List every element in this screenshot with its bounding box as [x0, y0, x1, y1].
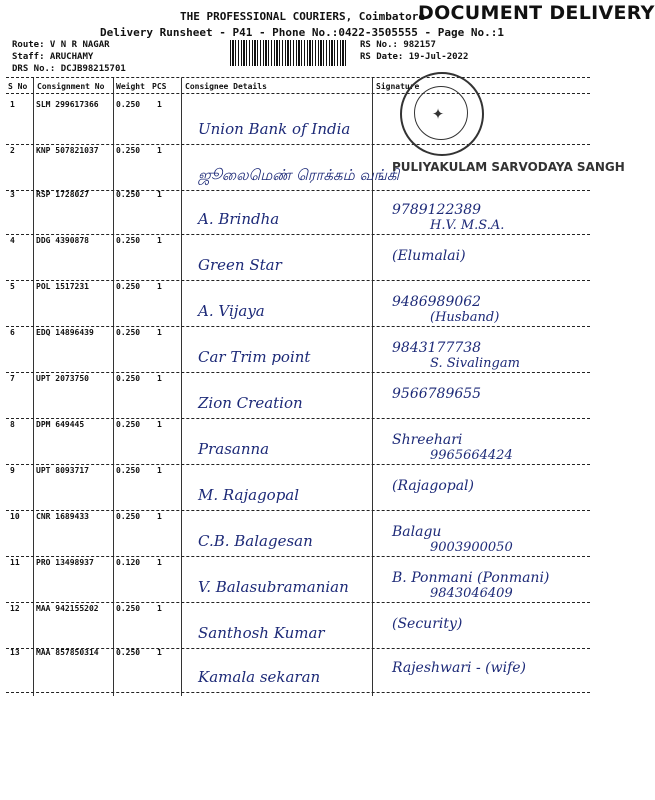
row-signature: B. Ponmani (Ponmani): [392, 570, 550, 586]
row-consignment-no: POL 1517231: [36, 282, 89, 291]
row-divider: [6, 510, 590, 511]
row-consignee-handwritten: Car Trim point: [198, 348, 311, 366]
column-divider: [181, 78, 182, 696]
row-consignee-handwritten: ஜூலைமெண் ரொக்கம் வங்கி: [198, 166, 400, 184]
barcode: [230, 40, 348, 66]
row-signature: 9789122389: [392, 202, 482, 218]
document-delivery-stamp: DOCUMENT DELIVERY: [418, 2, 655, 24]
row-signature-extra: S. Sivalingam: [430, 356, 520, 371]
header-pcs: PCS: [152, 82, 167, 91]
row-divider: [6, 692, 590, 693]
row-pcs: 1: [157, 558, 162, 567]
row-pcs: 1: [157, 604, 162, 613]
row-pcs: 1: [157, 100, 162, 109]
post-office-seal: [400, 72, 484, 156]
row-divider: [6, 234, 590, 235]
row-sno: 11: [10, 558, 20, 567]
row-sno: 3: [10, 190, 15, 199]
row-divider: [6, 602, 590, 603]
sangh-stamp: PULIYAKULAM SARVODAYA SANGH: [392, 160, 625, 174]
row-weight: 0.120: [116, 558, 141, 567]
row-sno: 8: [10, 420, 15, 429]
row-consignee-handwritten: V. Balasubramanian: [198, 578, 349, 596]
row-consignee-handwritten: A. Vijaya: [198, 302, 265, 320]
row-consignment-no: PRO 13498937: [36, 558, 94, 567]
row-divider: [6, 556, 590, 557]
row-consignment-no: MAA 942155202: [36, 604, 99, 613]
row-signature-extra: 9003900050: [430, 540, 513, 555]
row-divider: [6, 144, 590, 145]
row-weight: 0.250: [116, 146, 141, 155]
row-consignee-handwritten: Prasanna: [198, 440, 270, 458]
row-consignment-no: KNP 507821037: [36, 146, 99, 155]
row-pcs: 1: [157, 420, 162, 429]
row-consignee-handwritten: C.B. Balagesan: [198, 532, 313, 550]
row-consignment-no: MAA 857850314: [36, 648, 99, 657]
row-sno: 6: [10, 328, 15, 337]
row-weight: 0.250: [116, 328, 141, 337]
rs-number: RS No.: 982157: [360, 40, 436, 50]
table-header-rule: [6, 93, 590, 94]
row-consignee-handwritten: Green Star: [198, 256, 282, 274]
header-consignee: Consignee Details: [185, 82, 267, 91]
row-weight: 0.250: [116, 282, 141, 291]
rs-date: RS Date: 19-Jul-2022: [360, 52, 469, 62]
row-consignee-handwritten: M. Rajagopal: [198, 486, 300, 504]
row-weight: 0.250: [116, 648, 141, 657]
row-signature: 9486989062: [392, 294, 482, 310]
row-pcs: 1: [157, 466, 162, 475]
row-divider: [6, 372, 590, 373]
row-signature-extra: H.V. M.S.A.: [430, 218, 505, 233]
column-divider: [113, 78, 114, 696]
row-weight: 0.250: [116, 466, 141, 475]
row-divider: [6, 464, 590, 465]
table-top-rule: [6, 77, 590, 78]
row-signature: Shreehari: [392, 432, 463, 448]
row-pcs: 1: [157, 146, 162, 155]
staff-label: Staff: ARUCHAMY: [12, 52, 94, 62]
row-signature: 9843177738: [392, 340, 482, 356]
row-weight: 0.250: [116, 604, 141, 613]
route-label: Route: V N R NAGAR: [12, 40, 110, 50]
row-consignment-no: DDG 4390878: [36, 236, 89, 245]
row-divider: [6, 280, 590, 281]
header-consignment: Consignment No: [37, 82, 105, 91]
row-divider: [6, 418, 590, 419]
row-sno: 12: [10, 604, 20, 613]
row-weight: 0.250: [116, 374, 141, 383]
row-consignment-no: EDQ 14896439: [36, 328, 94, 337]
company-name: THE PROFESSIONAL COURIERS, Coimbatore: [180, 10, 426, 23]
row-pcs: 1: [157, 374, 162, 383]
row-weight: 0.250: [116, 420, 141, 429]
row-divider: [6, 326, 590, 327]
row-sno: 13: [10, 648, 20, 657]
row-consignment-no: RSP 1728027: [36, 190, 89, 199]
row-divider: [6, 190, 590, 191]
row-pcs: 1: [157, 282, 162, 291]
row-pcs: 1: [157, 236, 162, 245]
row-sno: 7: [10, 374, 15, 383]
row-signature: Balagu: [392, 524, 442, 540]
row-consignment-no: SLM 299617366: [36, 100, 99, 109]
column-divider: [33, 78, 34, 696]
runsheet-title: Delivery Runsheet - P41 - Phone No.:0422-3505555 - Page No.:1: [100, 26, 504, 39]
row-weight: 0.250: [116, 190, 141, 199]
row-consignee-handwritten: Kamala sekaran: [198, 668, 321, 686]
row-pcs: 1: [157, 328, 162, 337]
row-pcs: 1: [157, 512, 162, 521]
row-sno: 10: [10, 512, 20, 521]
header-weight: Weight: [116, 82, 145, 91]
row-sno: 5: [10, 282, 15, 291]
row-weight: 0.250: [116, 100, 141, 109]
row-sno: 2: [10, 146, 15, 155]
row-signature-extra: 9843046409: [430, 586, 513, 601]
row-signature-extra: 9965664424: [430, 448, 513, 463]
row-consignee-handwritten: Union Bank of India: [198, 120, 351, 138]
row-signature: (Rajagopal): [392, 478, 474, 494]
row-pcs: 1: [157, 190, 162, 199]
row-consignee-handwritten: Zion Creation: [198, 394, 303, 412]
row-consignment-no: CNR 1689433: [36, 512, 89, 521]
row-sno: 4: [10, 236, 15, 245]
row-sno: 9: [10, 466, 15, 475]
row-pcs: 1: [157, 648, 162, 657]
row-signature: 9566789655: [392, 386, 482, 402]
seal-star-icon: ✦: [432, 100, 445, 124]
drs-number: DRS No.: DCJB98215701: [12, 64, 126, 74]
row-signature: (Security): [392, 616, 463, 632]
row-consignee-handwritten: A. Brindha: [198, 210, 280, 228]
row-weight: 0.250: [116, 236, 141, 245]
header-signature: Signature: [376, 82, 420, 91]
row-signature: (Elumalai): [392, 248, 466, 264]
row-consignment-no: UPT 2073750: [36, 374, 89, 383]
header-sno: S No: [8, 82, 28, 91]
row-signature: Rajeshwari - (wife): [392, 660, 527, 676]
row-signature-extra: (Husband): [430, 310, 500, 325]
row-sno: 1: [10, 100, 15, 109]
row-weight: 0.250: [116, 512, 141, 521]
row-consignment-no: DPM 649445: [36, 420, 85, 429]
row-consignment-no: UPT 8093717: [36, 466, 89, 475]
row-consignee-handwritten: Santhosh Kumar: [198, 624, 325, 642]
